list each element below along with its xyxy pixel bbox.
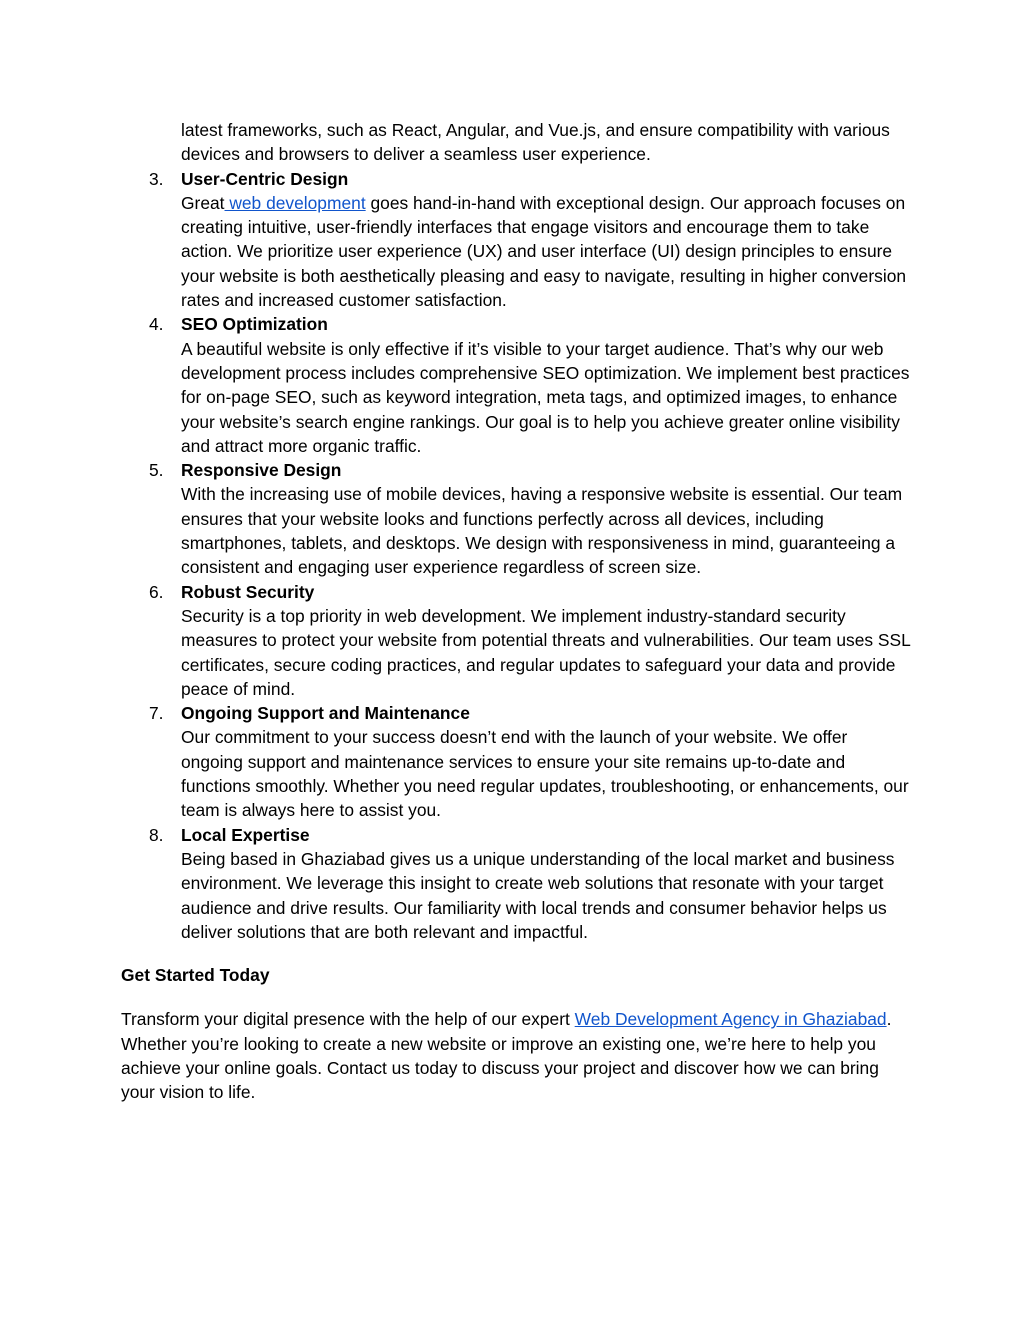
item-body: A beautiful website is only effective if it’s visible to your target audience. That’s why our web development process includes comprehensive SEO optimization. We implement best practices for on-page SEO, such as keyword integration, meta tags, and optimized images, to enhance your website’s search engine rankings. Our goal is to help you achieve greater online visibility and attract more organic traffic. xyxy=(181,338,910,456)
item-body xyxy=(181,191,911,312)
list-number: 5. xyxy=(149,460,164,481)
list-item-responsive-design xyxy=(121,458,911,579)
list-number: 3. xyxy=(149,168,164,189)
web-development-link[interactable]: web development xyxy=(224,192,366,213)
get-started-paragraph xyxy=(121,1007,911,1104)
list-item-robust-security xyxy=(121,580,911,701)
item-title: Local Expertise xyxy=(181,824,310,845)
list-number: 7. xyxy=(149,703,164,724)
item-body: Security is a top priority in web development. We implement industry-standard security measures to protect your website from potential threats and vulnerabilities. Our team uses SSL certificates, secure coding practices, and regular updates to safeguard your data and provide peace of mind. xyxy=(181,605,911,699)
list-number: 4. xyxy=(149,314,164,335)
item-title: Responsive Design xyxy=(181,460,342,481)
list-number: 6. xyxy=(149,581,164,602)
intro-continuation: latest frameworks, such as React, Angular, and Vue.js, and ensure compatibility with various devices and browsers to deliver a seamless user experience. xyxy=(181,120,890,165)
item-title: SEO Optimization xyxy=(181,314,328,335)
item-body: Our commitment to your success doesn’t end with the launch of your website. We offer ongoing support and maintenance services to ensure your site remains up-to-date and functions smoothly. Whether you need regular updates, troubleshooting, or enhancements, our team is always here to assist you. xyxy=(181,727,909,821)
list-item-ongoing-support xyxy=(121,701,911,822)
list-number: 8. xyxy=(149,824,164,845)
list-item-seo-optimization xyxy=(121,312,911,458)
paragraph-text: . Whether you’re looking to create a new website or improve an existing one, we’re here to help you achieve your online goals. Contact us today to discuss your project and discover how we can bring your vision to life. xyxy=(121,1009,892,1103)
item-title: Robust Security xyxy=(181,581,315,602)
item-title: Ongoing Support and Maintenance xyxy=(181,703,470,724)
paragraph-text: Transform your digital presence with the help of our expert xyxy=(121,1009,575,1030)
item-body: With the increasing use of mobile devices, having a responsive website is essential. Our team ensures that your website looks and functions perfectly across all devices, including smartphones, tablets, and desktops. We design with responsiveness in mind, guaranteeing a consistent and engaging user experience regardless of screen size. xyxy=(181,484,903,578)
document-page xyxy=(121,118,911,1105)
numbered-list xyxy=(121,167,911,945)
item-title: User-Centric Design xyxy=(181,168,349,189)
list-item-local-expertise xyxy=(121,823,911,944)
get-started-heading: Get Started Today xyxy=(121,965,270,986)
item-body-text: Great xyxy=(181,192,225,213)
list-item-user-centric-design xyxy=(121,167,911,313)
agency-link[interactable]: Web Development Agency in Ghaziabad xyxy=(574,1009,887,1030)
item-body: Being based in Ghaziabad gives us a unique understanding of the local market and business environment. We leverage this insight to create web solutions that resonate with your target audience and drive results. Our familiarity with local trends and consumer behavior helps us deliver solutions that are both relevant and impactful. xyxy=(181,848,895,942)
item-body-text: goes hand-in-hand with exceptional design. Our approach focuses on creating intuitive, user-friendly interfaces that engage visitors and encourage them to take action. We prioritize user experience (UX) and user interface (UI) design principles to ensure your website is both aesthetically pleasing and easy to navigate, resulting in higher conversion rates and increased customer satisfaction. xyxy=(181,192,907,311)
